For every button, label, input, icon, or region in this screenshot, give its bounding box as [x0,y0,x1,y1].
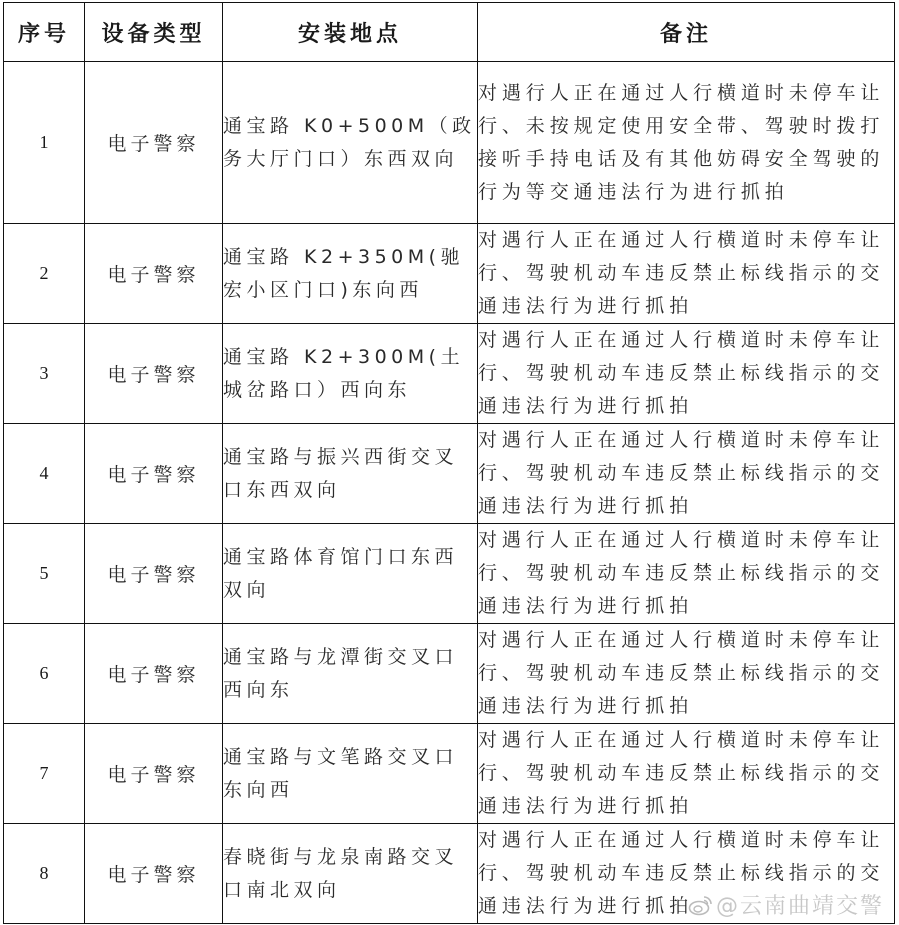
table-row [4,424,895,524]
cell-note: 对遇行人正在通过人行横道时未停车让行、驾驶机动车违反禁止标线指示的交通违法行为进行抓拍 [478,424,895,524]
cell-location: 通宝路与文笔路交叉口东向西 [223,724,478,824]
cell-note: 对遇行人正在通过人行横道时未停车让行、驾驶机动车违反禁止标线指示的交通违法行为进行抓拍 [478,724,895,824]
header-type: 设备类型 [85,3,223,62]
header-seq: 序号 [4,3,85,62]
table-row [4,824,895,924]
header-row [4,3,895,62]
cell-seq: 6 [4,624,85,724]
cell-location: 通宝路 K0+500M（政务大厅门口）东西双向 [223,62,478,224]
cell-note: 对遇行人正在通过人行横道时未停车让行、驾驶机动车违反禁止标线指示的交通违法行为进行抓拍 [478,824,895,924]
cell-note: 对遇行人正在通过人行横道时未停车让行、驾驶机动车违反禁止标线指示的交通违法行为进行抓拍 [478,224,895,324]
cell-type: 电子警察 [85,824,223,924]
table-row [4,724,895,824]
cell-type: 电子警察 [85,624,223,724]
cell-type: 电子警察 [85,524,223,624]
cell-location: 春晓街与龙泉南路交叉口南北双向 [223,824,478,924]
table-row [4,624,895,724]
cell-type: 电子警察 [85,62,223,224]
cell-seq: 4 [4,424,85,524]
table-header [4,3,895,62]
header-location: 安装地点 [223,3,478,62]
cell-seq: 3 [4,324,85,424]
cell-seq: 8 [4,824,85,924]
watermark-text: @云南曲靖交警 [716,894,885,919]
cell-location: 通宝路 K2+300M(土城岔路口）西向东 [223,324,478,424]
cell-type: 电子警察 [85,424,223,524]
table-row [4,324,895,424]
device-table [3,2,895,924]
cell-location: 通宝路体育馆门口东西双向 [223,524,478,624]
cell-seq: 5 [4,524,85,624]
cell-note: 对遇行人正在通过人行横道时未停车让行、驾驶机动车违反禁止标线指示的交通违法行为进行抓拍 [478,624,895,724]
cell-type: 电子警察 [85,724,223,824]
cell-seq: 7 [4,724,85,824]
cell-location: 通宝路 K2+350M(驰宏小区门口)东向西 [223,224,478,324]
cell-location: 通宝路与振兴西街交叉口东西双向 [223,424,478,524]
cell-note: 对遇行人正在通过人行横道时未停车让行、驾驶机动车违反禁止标线指示的交通违法行为进行抓拍 [478,324,895,424]
cell-seq: 1 [4,62,85,224]
cell-note: 对遇行人正在通过人行横道时未停车让行、未按规定使用安全带、驾驶时拨打接听手持电话及有其他妨碍安全驾驶的行为等交通违法行为进行抓拍 [478,62,895,224]
cell-type: 电子警察 [85,224,223,324]
cell-seq: 2 [4,224,85,324]
table-row [4,62,895,224]
table-row [4,524,895,624]
header-note: 备注 [478,3,895,62]
cell-note: 对遇行人正在通过人行横道时未停车让行、驾驶机动车违反禁止标线指示的交通违法行为进行抓拍 [478,524,895,624]
cell-location: 通宝路与龙潭街交叉口西向东 [223,624,478,724]
table-row [4,224,895,324]
table-body [4,62,895,924]
cell-type: 电子警察 [85,324,223,424]
